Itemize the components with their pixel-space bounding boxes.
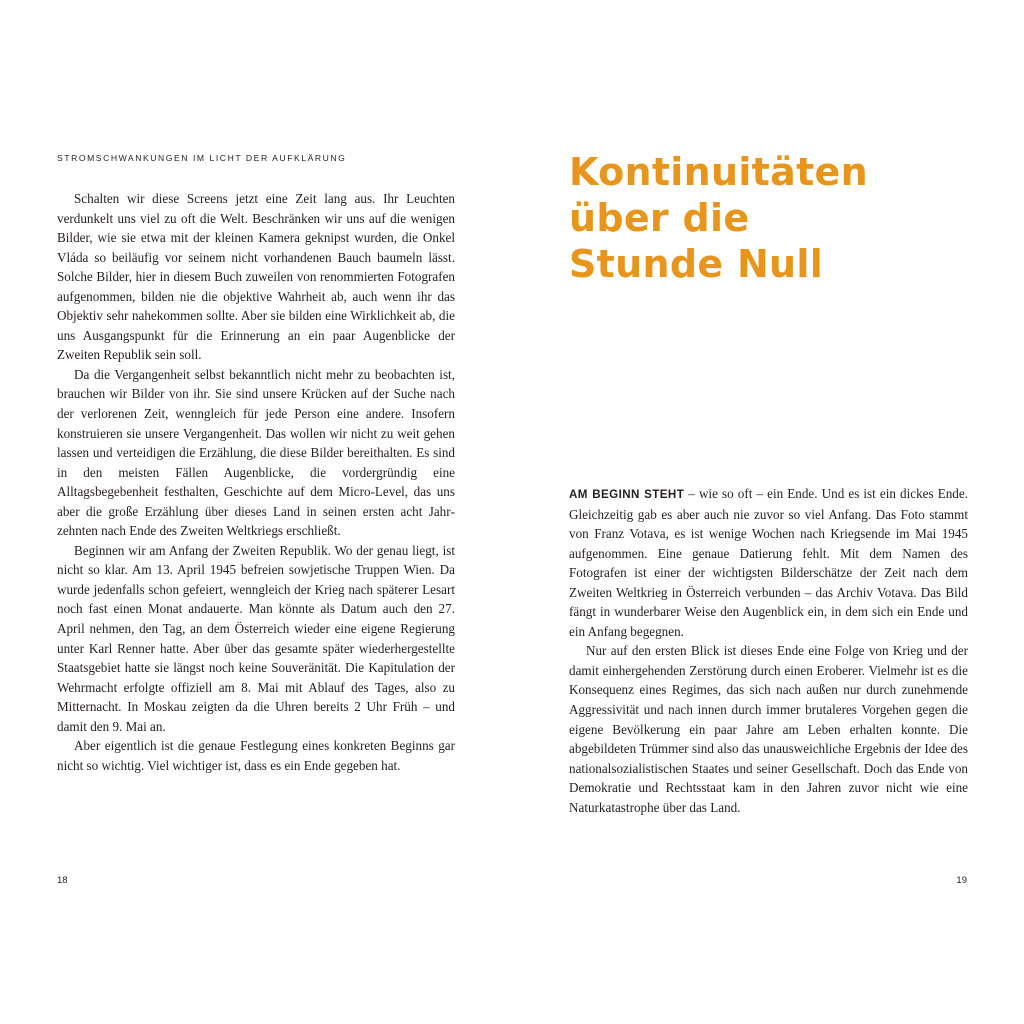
chapter-title: [569, 149, 868, 287]
chapter-title-line: Stunde Null: [569, 242, 824, 286]
paragraph: Beginnen wir am Anfang der Zweiten Republik. Wo der genau liegt, ist nicht so klar. Am 13. April 1945 befreien sowjetische Truppen Wien. Da wurde jedenfalls schon gefeiert, wenngleich der Krieg nach späterer Lesart noch fast einen Monat andauerte. Man könnte als Datum auch den 27. April nehmen, den Tag, an dem Österreich wieder eine eigene Regierung unter Karl Renner hatte. Aber über das gesamte später wiederhergestellte Staatsgebiet hatte sie längst noch keine Souveränität. Die Kapitulation der Wehrmacht erfolgte offiziell am 8. Mai mit Ablauf des Tages, also zu Mitternacht. In Moskau zeigten da die Uhren bereits 2 Uhr Früh – und damit den 9. Mai an.: [57, 542, 455, 734]
paragraph: Aber eigentlich ist die genaue Festlegung eines konkreten Beginns gar nicht so wichtig. Viel wichtiger ist, dass es ein Ende gegeben hat.: [57, 738, 455, 773]
running-header: STROMSCHWANKUNGEN IM LICHT DER AUFKLÄRUNG: [57, 153, 347, 163]
right-page: [512, 0, 1024, 1024]
paragraph: Da die Vergangenheit selbst bekanntlich nicht mehr zu beobachten ist, brauchen wir Bilder von ihr. Sie sind unsere Krücken auf der Suche nach der verlorenen Zeit, wenngleich für jede Person eine andere. Insofern konstruieren sie unsere Vergangenheit. Das wollen wir nicht zu weit gehen lassen und verteidigen die Erzählung, die diese Bilder bereithalten. Es sind in den meisten Fällen Augenblicke, die vordergründig eine Alltagsbegebenheit festhalten, Geschichte auf dem Micro-Level, das uns aber die große Erzählung über dieses Land in seinen ersten acht Jahrzehnten nach Ende des Zweiten Weltkriegs erschließt.: [57, 366, 455, 539]
chapter-title-line: über die: [569, 196, 750, 240]
paragraph: Schalten wir diese Screens jetzt eine Zeit lang aus. Ihr Leuchten verdunkelt uns viel zu oft die Welt. Beschränken wir uns auf die wenigen Bilder, wie sie etwa mit der kleinen Kamera geknipst wurden, die Onkel Vláda so beiläufig vor seinem nicht vorhandenen Bauch baumeln lässt. Solche Bilder, hier in diesem Buch zuweilen von renommierten Fotografen aufgenommen, bilden nie die objektive Wahrheit ab, auch wenn ihr das Objektiv sehr nahekommen sollte. Aber sie bilden eine Wirklichkeit ab, die uns Ausgangspunkt für die Erinnerung an ein paar Augenblicke der Zweiten Republik sein soll.: [57, 191, 455, 363]
paragraph: Nur auf den ersten Blick ist dieses Ende eine Folge von Krieg und der damit einhergehenden Zerstörung durch einen Eroberer. Vielmehr ist es die Konsequenz eines Regimes, das sich nach außen nur durch zunehmende Aggressivität und nach innen durch immer brutaleres Vorgehen gegen die eigene Bevölkerung ein paar Jahre am Leben erhalten konnte. Die abgebildeten Trümmer sind also das unausweichliche Ergebnis der Idee des nationalsozialistischen Staates und seiner Gesellschaft. Doch das Ende von Demokratie und Rechtsstaat kam in den Jahren zuvor nicht wie eine Naturkatastrophe über das Land.: [569, 643, 968, 815]
lead-in: AM BEGINN STEHT: [569, 488, 685, 501]
left-body-text: [57, 189, 455, 775]
right-body-text: [569, 484, 968, 817]
chapter-title-line: Kontinuitäten: [569, 150, 868, 194]
paragraph: [569, 484, 968, 641]
paragraph-text: – wie so oft – ein Ende. Und es ist ein dickes Ende. Gleichzeitig gab es aber auch nie zuvor so viel Anfang. Das Foto stammt von Franz Votava, es ist wenige Wochen nach Kriegsende im Mai 1945 aufgenommen. Eine genaue Datierung fehlt. Mit dem Namen des Fotografen ist einer der wichtigsten Bilderschätze der Zeit nach dem Zweiten Weltkrieg in Österreich verbunden – das Archiv Votava. Das Bild fängt in wunderbarer Weise den Augenblick ein, in dem sich ein Ende und ein Anfang begegnen.: [569, 486, 968, 639]
page-number-left: 18: [57, 875, 68, 886]
page-number-right: 19: [956, 875, 967, 886]
